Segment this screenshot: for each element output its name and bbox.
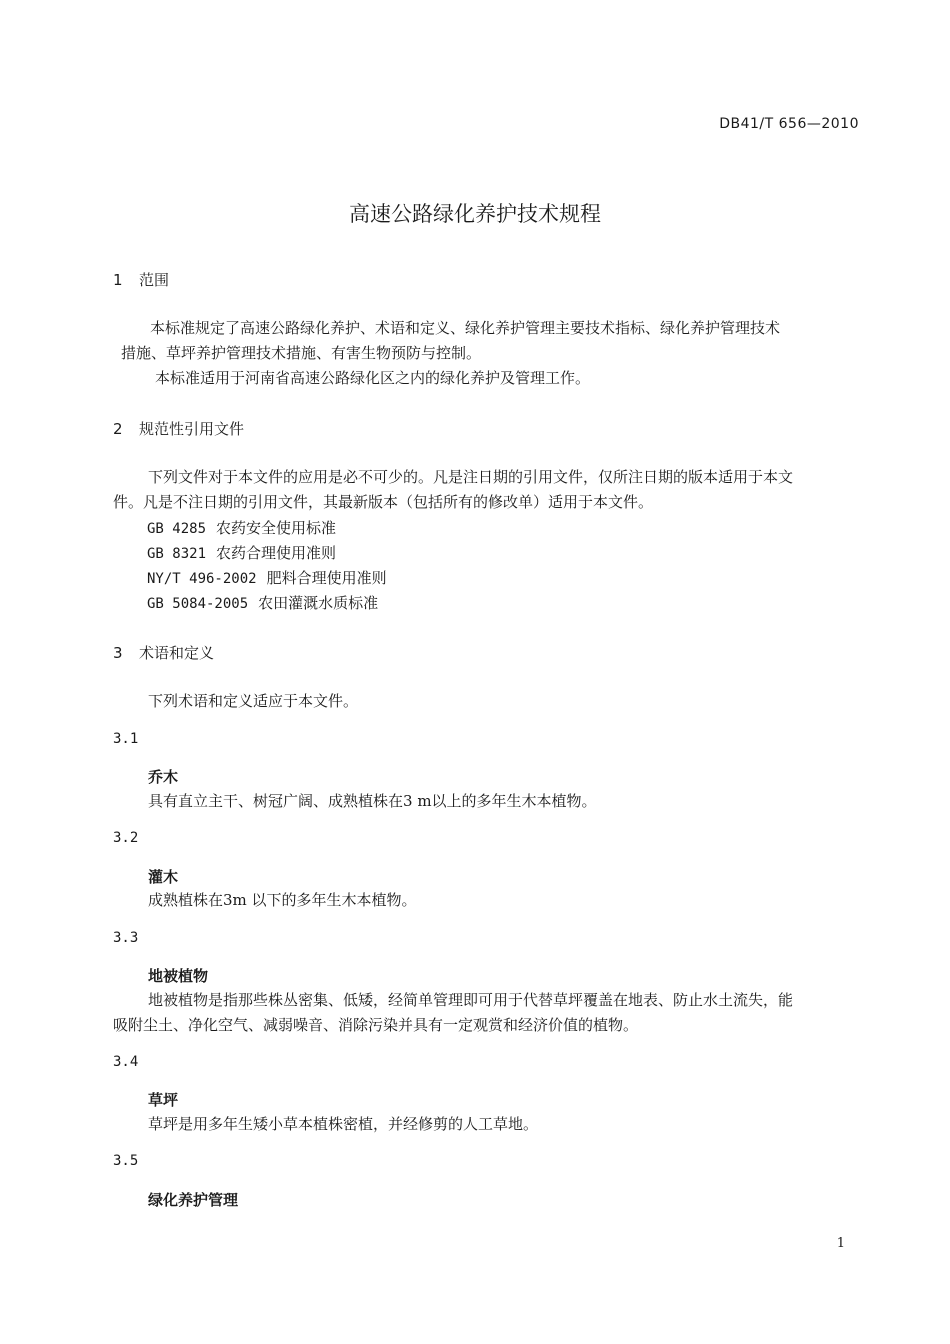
section-number: 1 [113,271,123,289]
section-1-heading [113,269,169,290]
reference-name: 农药合理使用准则 [216,544,337,562]
reference-item [147,592,378,613]
reference-code: NY/T 496-2002 [147,571,257,587]
term-number: 3.5 [113,1153,139,1169]
term-title: 草坪 [148,1091,179,1109]
term-title: 乔木 [148,768,179,786]
terms-intro: 下列术语和定义适应于本文件。 [148,692,359,710]
term-definition: 草坪是用多年生矮小草本植株密植，并经修剪的人工草地。 [148,1115,539,1133]
term-definition: 成熟植株在3m 以下的多年生木本植物。 [148,891,417,909]
reference-name: 农田灌溉水质标准 [258,594,379,612]
term-title: 灌木 [148,868,179,886]
section-title: 规范性引用文件 [139,420,245,438]
reference-code: GB 5084-2005 [147,596,249,612]
document-title: 高速公路绿化养护技术规程 [349,202,601,226]
references-paragraph-line: 件。凡是不注日期的引用文件，其最新版本（包括所有的修改单）适用于本文件。 [113,493,654,511]
reference-code: GB 4285 [147,521,207,537]
page-number: 1 [836,1236,845,1251]
section-number: 2 [113,420,123,438]
term-title: 地被植物 [148,967,209,985]
term-number: 3.4 [113,1054,139,1070]
scope-paragraph-line: 本标准规定了高速公路绿化养护、术语和定义、绿化养护管理主要技术指标、绿化养护管理技术 [150,319,781,337]
section-number: 3 [113,644,123,662]
term-definition-line: 地被植物是指那些株丛密集、低矮，经简单管理即可用于代替草坪覆盖在地表、防止水土流失，能 [148,991,794,1009]
reference-item [147,567,387,588]
reference-item [147,517,336,538]
section-title: 术语和定义 [139,644,215,662]
section-3-heading [113,642,214,663]
term-number: 3.1 [113,731,139,747]
term-definition: 具有直立主干、树冠广阔、成熟植株在3 m以上的多年生木本植物。 [148,792,597,810]
references-paragraph-line: 下列文件对于本文件的应用是必不可少的。凡是注日期的引用文件，仅所注日期的版本适用于本文 [148,468,794,486]
reference-item [147,542,336,563]
scope-paragraph: 本标准适用于河南省高速公路绿化区之内的绿化养护及管理工作。 [155,369,591,387]
term-number: 3.2 [113,830,139,846]
reference-name: 肥料合理使用准则 [266,569,387,587]
term-title: 绿化养护管理 [148,1191,239,1209]
term-definition-line: 吸附尘土、净化空气、减弱噪音、消除污染并具有一定观赏和经济价值的植物。 [113,1016,639,1034]
standard-code: DB41/T 656—2010 [719,116,859,132]
term-number: 3.3 [113,930,139,946]
section-title: 范围 [139,271,170,289]
scope-paragraph-line: 措施、草坪养护管理技术措施、有害生物预防与控制。 [121,344,482,362]
section-2-heading [113,418,244,439]
reference-code: GB 8321 [147,546,207,562]
reference-name: 农药安全使用标准 [216,519,337,537]
